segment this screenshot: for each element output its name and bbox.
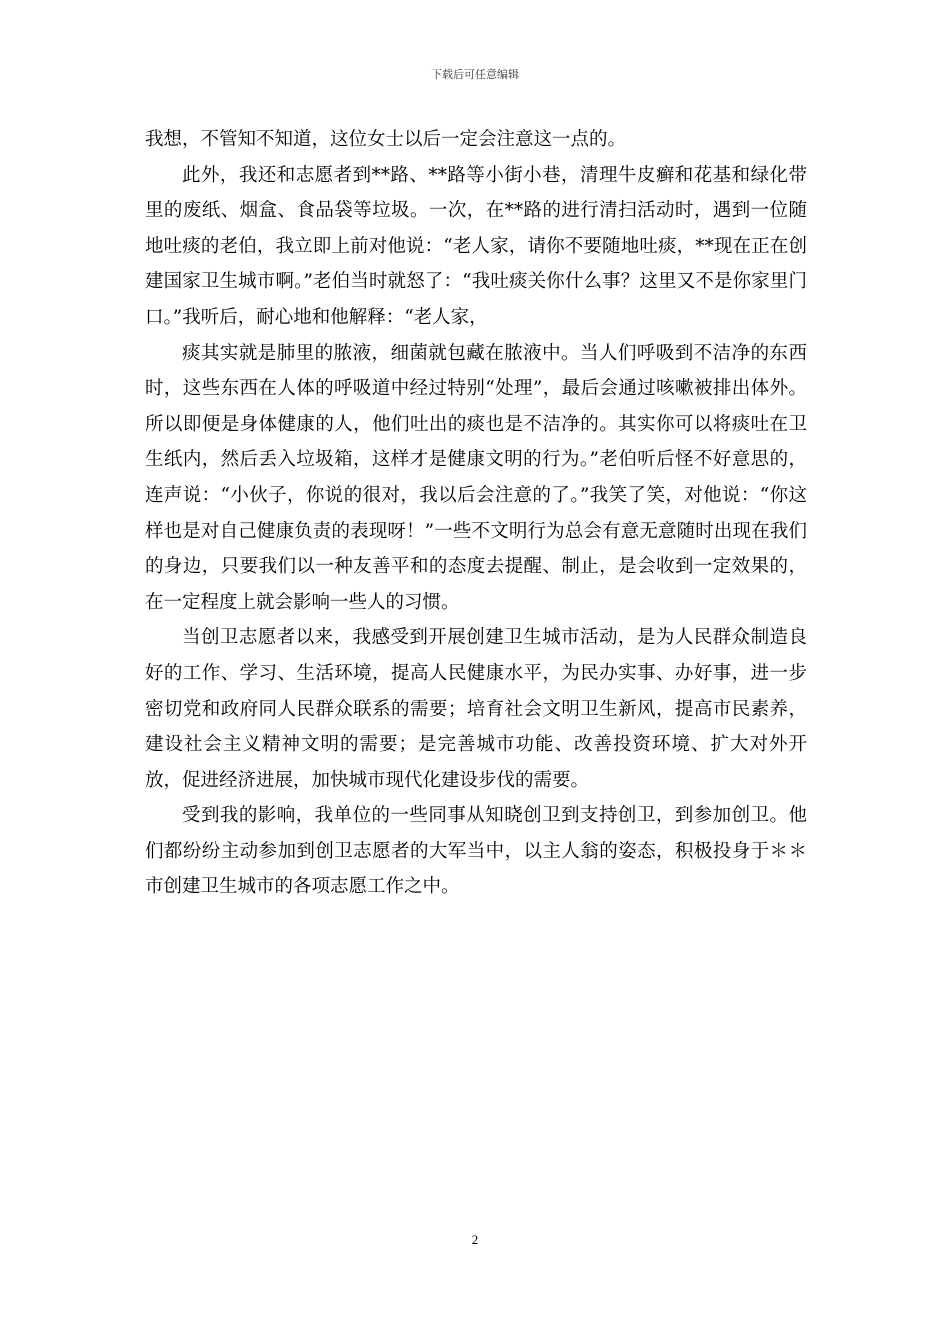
paragraph-1: 我想，不管知不知道，这位女士以后一定会注意这一点的。 xyxy=(145,129,627,150)
paragraph-4: 当创卫志愿者以来，我感受到开展创建卫生城市活动，是为人民群众制造良好的工作、学习、生活环境，提高人民健康水平，为民办实事、办好事，进一步密切党和政府同人民群众联系的需要；培育社会文明卫生新风，提高市民素养，建设社会主义精神文明的需要；是完善城市功能、改善投资环境、扩大对外开放，促进经济进展，加快城市现代化建设步伐的需要。 xyxy=(145,627,807,791)
paragraph-2: 此外，我还和志愿者到**路、**路等小街小巷，清理牛皮癣和花基和绿化带里的废纸、烟盒、食品袋等垃圾。一次，在**路的进行清扫活动时，遇到一位随地吐痰的老伯，我立即上前对他说：“老人家，请你不要随地吐痰，**现在正在创建国家卫生城市啊。”老伯当时就怒了：“我吐痰关你什么事？这里又不是你家里门口。”我听后，耐心地和他解释：“老人家， xyxy=(145,164,807,328)
page-header: 下载后可任意编辑 xyxy=(431,68,519,81)
page-number: 2 xyxy=(471,1232,479,1247)
paragraph-5: 受到我的影响，我单位的一些同事从知晓创卫到支持创卫，到参加创卫。他们都纷纷主动参加到创卫志愿者的大军当中，以主人翁的姿态，积极投身于＊＊市创建卫生城市的各项志愿工作之中。 xyxy=(145,805,807,898)
document-body xyxy=(145,122,807,905)
paragraph-3: 痰其实就是肺里的脓液，细菌就包藏在脓液中。当人们呼吸到不洁净的东西时，这些东西在人体的呼吸道中经过特别“处理”，最后会通过咳嗽被排出体外。所以即便是身体健康的人，他们吐出的痰也是不洁净的。其实你可以将痰吐在卫生纸内，然后丢入垃圾箱，这样才是健康文明的行为。”老伯听后怪不好意思的，连声说：“小伙子，你说的很对，我以后会注意的了。”我笑了笑，对他说：“你这样也是对自己健康负责的表现呀！”一些不文明行为总会有意无意随时出现在我们的身边，只要我们以一种友善平和的态度去提醒、制止，是会收到一定效果的，在一定程度上就会影响一些人的习惯。 xyxy=(145,342,807,613)
